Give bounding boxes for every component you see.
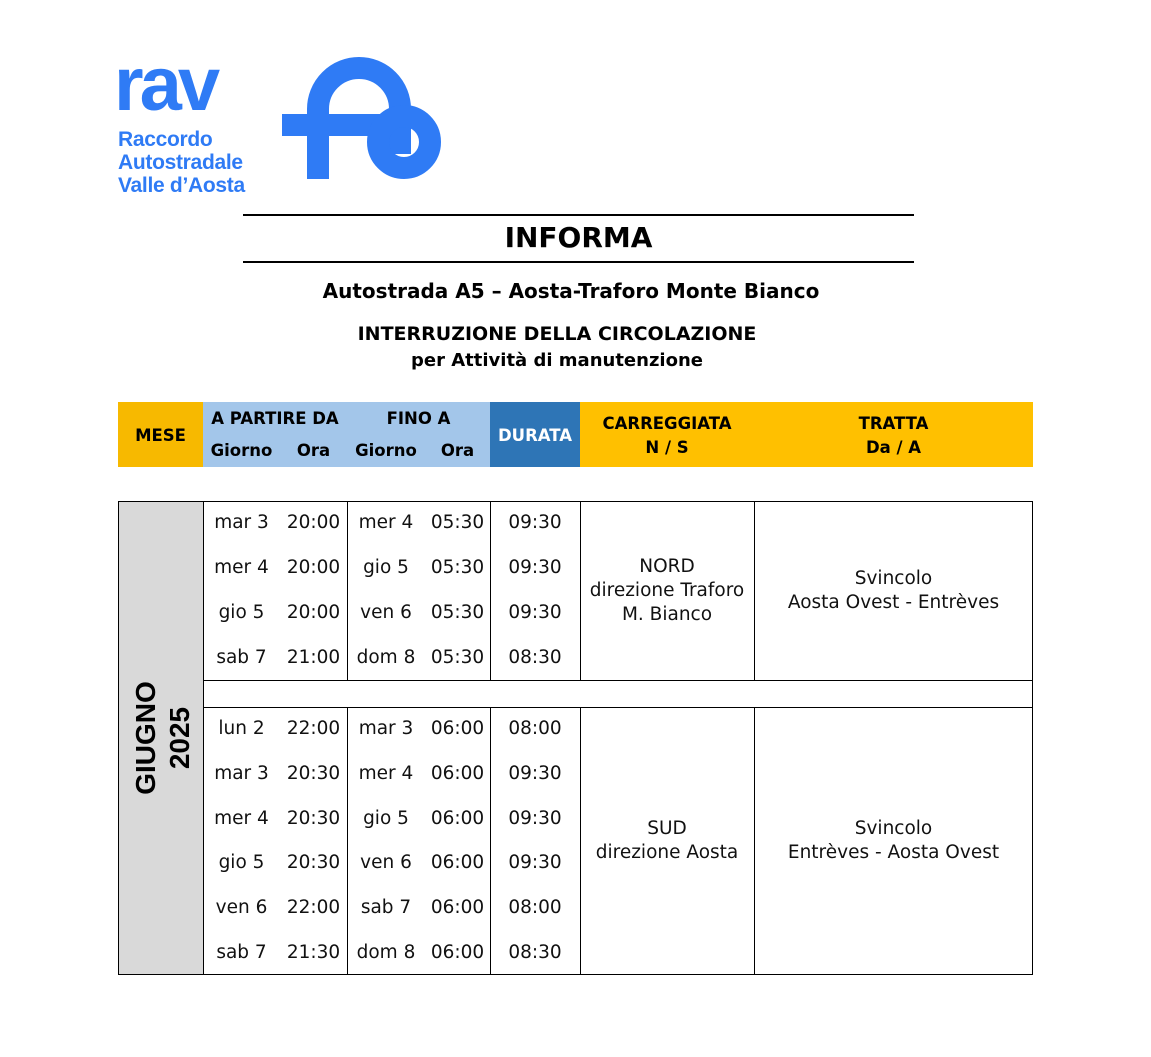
duration: 08:00 xyxy=(508,718,562,740)
start-time: 20:30 xyxy=(286,807,341,829)
header-duration-label: DURATA xyxy=(497,426,573,445)
end-time: 05:30 xyxy=(430,646,485,668)
end-day: mar 3 xyxy=(358,718,414,740)
road-subtitle: Autostrada A5 – Aosta-Traforo Monte Bianco xyxy=(322,279,820,303)
header-start-label: A PARTIRE DA xyxy=(211,409,339,428)
start-time: 20:30 xyxy=(286,763,341,784)
start-day: lun 2 xyxy=(218,718,265,740)
page-title: INFORMA xyxy=(504,221,653,254)
duration: 09:30 xyxy=(508,763,562,784)
start-day: mar 3 xyxy=(214,763,269,784)
table-divider xyxy=(754,501,755,680)
title-rule-bottom xyxy=(243,261,914,263)
duration: 09:30 xyxy=(508,601,562,623)
month-year: 2025 xyxy=(164,706,195,770)
carriageway-line: NORD xyxy=(639,555,695,577)
header-start-day: Giorno xyxy=(210,441,273,460)
start-day: ven 6 xyxy=(215,897,268,919)
end-day: dom 8 xyxy=(356,646,416,668)
duration: 09:30 xyxy=(508,557,562,579)
carriageway-line: M. Bianco xyxy=(621,603,713,625)
table-divider xyxy=(490,501,491,680)
logo-line-autostradale: Autostradale xyxy=(118,151,243,174)
duration: 08:30 xyxy=(508,941,562,963)
logo-wordmark: rav xyxy=(114,42,217,127)
end-time: 05:30 xyxy=(430,512,485,534)
start-time: 21:00 xyxy=(286,646,341,668)
start-time: 20:00 xyxy=(286,512,341,534)
notice-reason: per Attività di manutenzione xyxy=(411,350,703,371)
table-divider-month xyxy=(203,501,204,975)
end-day: dom 8 xyxy=(356,941,416,963)
section-line: Svincolo xyxy=(854,567,933,589)
duration: 09:30 xyxy=(508,512,562,534)
carriageway-line: direzione Aosta xyxy=(595,842,739,863)
table-divider xyxy=(580,501,581,680)
end-day: ven 6 xyxy=(360,601,412,623)
logo-line-valle-daosta: Valle d’Aosta xyxy=(118,174,245,197)
duration: 09:30 xyxy=(508,852,562,874)
section-line: Svincolo xyxy=(854,818,933,839)
table-divider xyxy=(347,501,348,680)
header-start-time: Ora xyxy=(296,441,331,460)
carriageway-line: direzione Traforo xyxy=(589,579,745,601)
table-frame xyxy=(118,501,1033,975)
end-time: 06:00 xyxy=(430,897,485,919)
month-name: GIUGNO xyxy=(130,681,161,795)
header-end-time: Ora xyxy=(440,441,475,460)
end-day: ven 6 xyxy=(360,852,412,874)
duration: 08:00 xyxy=(508,897,562,919)
title-rule-top xyxy=(243,214,914,216)
header-carriageway-sub: N / S xyxy=(645,438,689,457)
start-day: gio 5 xyxy=(218,852,265,874)
header-section-sub: Da / A xyxy=(865,438,922,457)
start-time: 20:00 xyxy=(286,601,341,623)
header-end xyxy=(347,402,490,467)
logo-line-raccordo: Raccordo xyxy=(118,128,213,151)
end-day: gio 5 xyxy=(363,807,409,829)
table-divider xyxy=(754,707,755,975)
start-time: 20:00 xyxy=(286,557,341,579)
end-time: 05:30 xyxy=(430,557,485,579)
end-day: gio 5 xyxy=(363,557,409,579)
notice-heading: INTERRUZIONE DELLA CIRCOLAZIONE xyxy=(357,323,757,345)
table-divider xyxy=(580,707,581,975)
header-section-label: TRATTA xyxy=(858,414,929,433)
duration: 08:30 xyxy=(508,646,562,668)
header-end-subcolumns xyxy=(347,440,490,462)
header-section xyxy=(754,402,1033,467)
table-divider xyxy=(347,707,348,975)
carriageway-line: SUD xyxy=(647,818,687,839)
start-time: 22:00 xyxy=(286,718,341,740)
section-line: Aosta Ovest - Entrèves xyxy=(787,591,1000,613)
start-day: sab 7 xyxy=(216,941,267,963)
end-time: 06:00 xyxy=(430,941,485,963)
start-day: gio 5 xyxy=(218,601,265,623)
start-day: mar 3 xyxy=(214,512,269,534)
start-day: mer 4 xyxy=(214,807,269,829)
end-time: 06:00 xyxy=(430,807,485,829)
header-duration xyxy=(490,402,580,467)
table-divider xyxy=(490,707,491,975)
header-end-label: FINO A xyxy=(386,409,451,428)
end-time: 06:00 xyxy=(430,852,485,874)
end-time: 05:30 xyxy=(430,601,485,623)
header-month-label: MESE xyxy=(135,426,186,445)
logo-mark-icon xyxy=(270,50,455,190)
header-month xyxy=(118,402,203,467)
section-line: Entrèves - Aosta Ovest xyxy=(787,842,1000,863)
start-time: 22:00 xyxy=(286,897,341,919)
start-time: 20:30 xyxy=(286,852,341,874)
end-time: 06:00 xyxy=(430,718,485,740)
start-day: mer 4 xyxy=(214,557,269,579)
end-day: mer 4 xyxy=(358,763,414,784)
header-carriageway-label: CARREGGIATA xyxy=(602,414,732,433)
end-time: 06:00 xyxy=(430,763,485,784)
end-day: sab 7 xyxy=(360,897,412,919)
logo-company-name xyxy=(118,128,245,197)
header-carriageway xyxy=(580,402,754,467)
duration: 09:30 xyxy=(508,807,562,829)
header-end-day: Giorno xyxy=(355,441,417,460)
start-day: sab 7 xyxy=(216,646,267,668)
header-start-subcolumns xyxy=(203,440,347,462)
end-day: mer 4 xyxy=(358,512,414,534)
header-start xyxy=(203,402,347,467)
start-time: 21:30 xyxy=(286,941,341,963)
separator-row-top xyxy=(203,680,1033,681)
separator-row-bottom xyxy=(203,707,1033,708)
